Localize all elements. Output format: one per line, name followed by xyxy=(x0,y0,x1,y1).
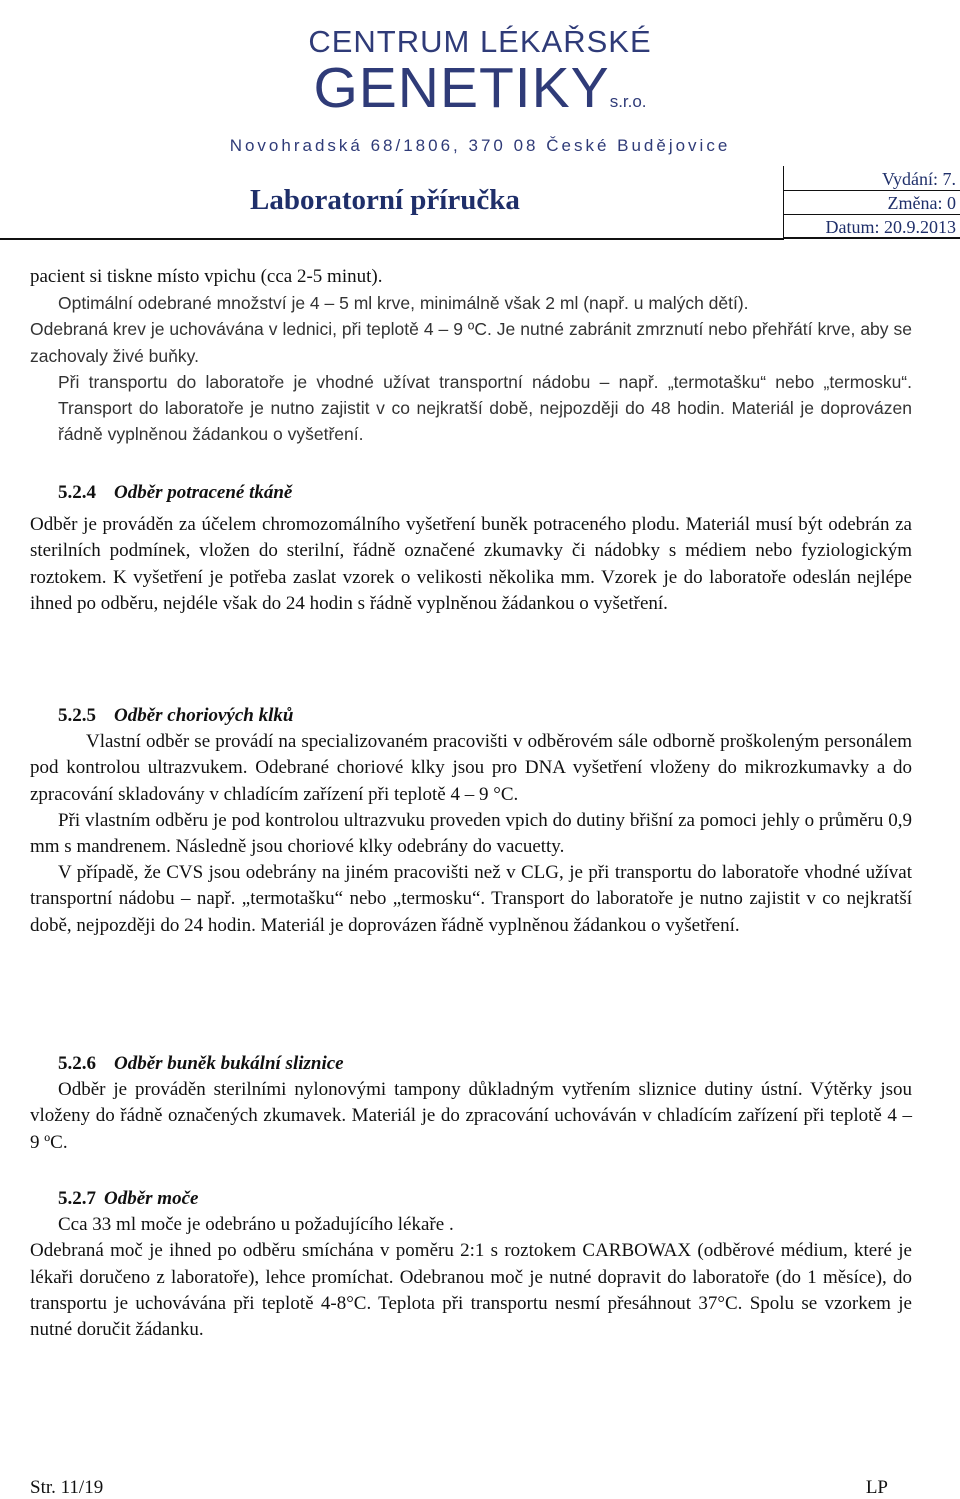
section-p2: Odebraná moč je ihned po odběru smíchána v poměru 2:1 s roztokem CARBOWAX (odběrové médium, které je lékaři doručeno z laboratoře), lehce promíchat. Odebranou moč je nutné dopravit do laboratoře (do 1 měsíce), do transportu je uchovávána při teplotě 4-8°C. Teplota při transportu nesmí přesáhnout 37°C. Spolu se vzorkem je nutné doručit žádanku. xyxy=(30,1240,912,1341)
section-p2: Při vlastním odběru je pod kontrolou ultrazvuku proveden vpich do dutiny břišní za pomoci jehly o průměru 0,9 mm s mandrenem. Následně jsou choriové klky odebrány do vacuetty. xyxy=(30,809,912,858)
document-title: Laboratorní příručka xyxy=(250,184,520,216)
intro-p2: Optimální odebrané množství je 4 – 5 ml krve, minimálně však 2 ml (např. u malých dětí). xyxy=(58,293,749,314)
intro-block xyxy=(30,264,912,447)
section-5-2-6 xyxy=(30,1051,912,1156)
section-5-2-7 xyxy=(30,1186,912,1343)
logo-line1: CENTRUM LÉKAŘSKÉ xyxy=(308,24,652,59)
section-5-2-5 xyxy=(30,703,912,939)
section-title: Odběr moče xyxy=(104,1188,199,1209)
section-number: 5.2.7 xyxy=(58,1188,96,1209)
document-header xyxy=(0,166,960,240)
page-number: Str. 11/19 xyxy=(30,1477,104,1498)
section-number: 5.2.5 xyxy=(58,705,96,726)
section-heading xyxy=(30,480,912,506)
section-5-2-4 xyxy=(30,480,912,617)
section-heading xyxy=(30,1051,912,1077)
logo-name: GENETIKY xyxy=(313,56,610,120)
logo-line2 xyxy=(0,56,960,134)
section-p1: Cca 33 ml moče je odebráno u požadujícího lékaře . xyxy=(58,1214,454,1236)
intro-p1: pacient si tiskne místo vpichu (cca 2-5 minut). xyxy=(30,266,383,287)
logo-suffix: s.r.o. xyxy=(609,92,647,111)
section-title: Odběr choriových klků xyxy=(114,705,294,726)
header-title-cell xyxy=(0,166,784,240)
revision: Změna: 0 xyxy=(784,191,960,215)
intro-p3-text: Odebraná krev je uchovávána v lednici, při teplotě 4 – 9 ºC. Je nutné zabránit zmrznutí nebo přehřátí krve, aby se zachovaly živé buňky. xyxy=(30,319,912,366)
section-body: Odběr je prováděn za účelem chromozomálního vyšetření buněk potraceného plodu. Materiál musí být odebrán za sterilních podmínek, vložen do sterilní, řádně označené zkumavky či nádobky s médiem nebo fyziologickým roztokem. K vyšetření je potřeba zaslat vzorek o velikosti několika mm. Vzorek je do laboratoře odeslán nejlépe ihned po odběru, nejdéle však do 24 hodin s řádně vyplněnou žádankou o vyšetření. xyxy=(30,514,912,614)
company-logo xyxy=(0,0,960,170)
section-heading xyxy=(30,703,912,729)
date: Datum: 20.9.2013 xyxy=(784,215,960,239)
logo-address: Novohradská 68/1806, 370 08 České Budějovice xyxy=(229,136,731,155)
section-p3: V případě, že CVS jsou odebrány na jiném pracovišti než v CLG, je při transportu do laboratoře vhodné užívat transportní nádobu – např. „termotašku“ nebo „termosku“. Transport do laboratoře je nutno zajistit v co nejkratší době, nejpozději do 24 hodin. Materiál je doprovázen řádně vyplněnou žádankou o vyšetření. xyxy=(30,862,912,936)
section-p1: Vlastní odběr se provádí na specializovaném pracovišti v odběrovém sále odborně proškoleným personálem pod kontrolou ultrazvukem. Odebrané choriové klky jsou pro DNA vyšetření vloženy do mikrozkumavky a do zpracování skladovány v chladícím zařízení při teplotě 4 – 9 °C. xyxy=(30,731,912,805)
section-heading xyxy=(30,1186,912,1212)
edition: Vydání: 7. xyxy=(784,167,960,191)
section-title: Odběr buněk bukální sliznice xyxy=(114,1053,344,1074)
section-body: Odběr je prováděn sterilními nylonovými tampony důkladným vytřením sliznice dutiny ústní. Výtěrky jsou vloženy do řádně označených zkumavek. Materiál je do zpracování uchováván v chladícím zařízení při teplotě 4 – 9 ºC. xyxy=(30,1079,912,1153)
intro-p3 xyxy=(30,316,912,368)
intro-p4: Při transportu do laboratoře je vhodné užívat transportní nádobu – např. „termotašku“ nebo „termosku“. Transport do laboratoře je nutno zajistit v co nejkratší době, nejpozději do 48 hodin. Materiál je doprovázen řádně vyplněnou žádankou o vyšetření. xyxy=(58,371,912,445)
section-title: Odběr potracené tkáně xyxy=(114,482,293,503)
section-number: 5.2.4 xyxy=(58,482,96,503)
header-meta xyxy=(784,166,960,240)
author-initials: LP xyxy=(865,1477,888,1498)
section-number: 5.2.6 xyxy=(58,1053,96,1074)
